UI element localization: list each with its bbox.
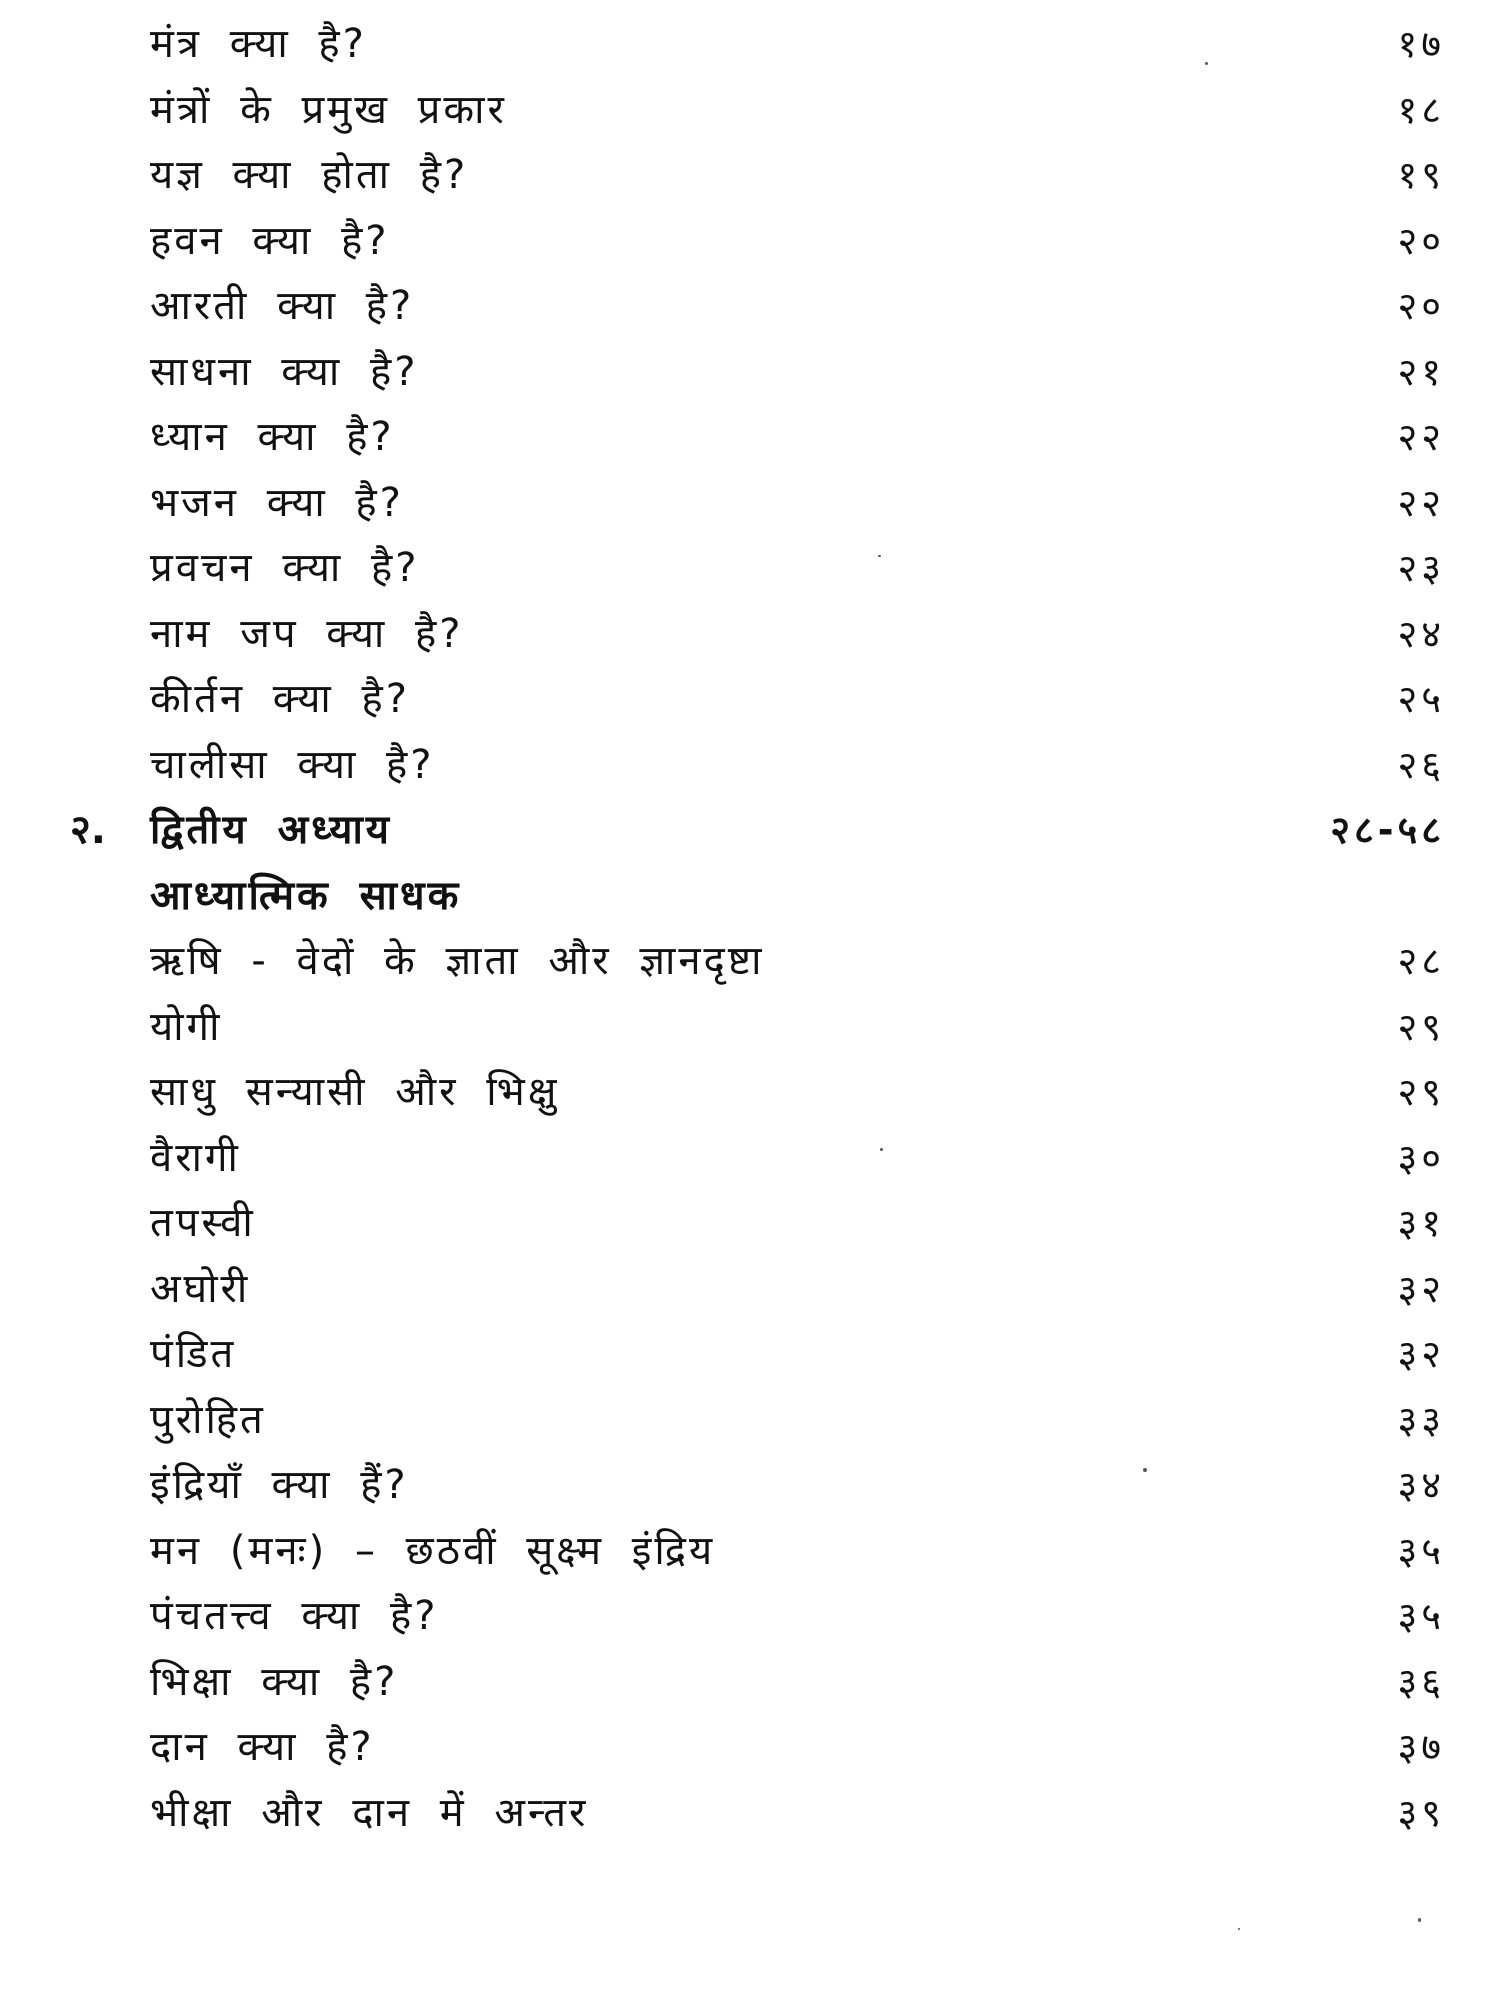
toc-entry-title: भिक्षा क्या है? bbox=[150, 1658, 399, 1705]
toc-entry bbox=[0, 1191, 1500, 1257]
toc-entry bbox=[0, 1060, 1500, 1126]
toc-entry-page: १९ bbox=[1397, 153, 1445, 197]
scan-speck bbox=[880, 1148, 883, 1151]
chapter-page-range: २८-५८ bbox=[1330, 808, 1445, 852]
toc-entry bbox=[0, 209, 1500, 275]
toc-entry-title: इंद्रियाँ क्या हैं? bbox=[150, 1462, 409, 1508]
toc-entry-page: ३७ bbox=[1397, 1725, 1445, 1769]
toc-entry-page: २५ bbox=[1397, 677, 1445, 721]
toc-entry-page: २९ bbox=[1397, 1070, 1445, 1114]
toc-entry-page: ३२ bbox=[1397, 1266, 1445, 1311]
toc-entry-page: ३२ bbox=[1397, 1332, 1445, 1376]
toc-entry bbox=[0, 1650, 1500, 1716]
toc-entry-title: ध्यान क्या है? bbox=[150, 414, 395, 460]
scan-speck bbox=[878, 555, 881, 557]
toc-entry-page: २८ bbox=[1397, 939, 1445, 983]
toc-entry bbox=[0, 1781, 1500, 1847]
chapter-heading bbox=[0, 798, 1500, 864]
toc-entry bbox=[0, 1257, 1500, 1323]
toc-entry bbox=[0, 1126, 1500, 1192]
toc-entry-page: २२ bbox=[1397, 415, 1445, 459]
toc-entry-title: हवन क्या है? bbox=[150, 217, 390, 264]
toc-entry-page: १८ bbox=[1397, 87, 1445, 132]
toc-entry bbox=[0, 667, 1500, 733]
toc-entry bbox=[0, 12, 1500, 78]
toc-entry bbox=[0, 340, 1500, 406]
toc-entry-title: यज्ञ क्या होता है? bbox=[150, 152, 469, 198]
toc-entry-title: अघोरी bbox=[150, 1265, 251, 1312]
toc-entry-page: ३६ bbox=[1397, 1659, 1445, 1704]
toc-entry-title: नाम जप क्या है? bbox=[150, 610, 464, 657]
toc-entry-title: वैरागी bbox=[150, 1134, 241, 1181]
scan-speck bbox=[1418, 1918, 1421, 1922]
toc-entry-title: योगी bbox=[150, 1003, 223, 1050]
toc-entry-page: २२ bbox=[1397, 480, 1445, 525]
toc-entry bbox=[0, 1715, 1500, 1781]
toc-entry-page: ३५ bbox=[1397, 1594, 1445, 1638]
toc-entry bbox=[0, 471, 1500, 537]
toc-entry-page: २९ bbox=[1397, 1004, 1445, 1049]
toc-entry-title: साधु सन्यासी और भिक्षु bbox=[150, 1069, 560, 1115]
toc-entry-title: आरती क्या है? bbox=[150, 283, 415, 329]
toc-entry bbox=[0, 143, 1500, 209]
toc-entry bbox=[0, 602, 1500, 668]
toc-entry bbox=[0, 1322, 1500, 1388]
toc-entry bbox=[0, 405, 1500, 471]
toc-entry bbox=[0, 1453, 1500, 1519]
toc-entry-title: पंडित bbox=[150, 1331, 237, 1377]
toc-entry-page: ३३ bbox=[1397, 1397, 1445, 1442]
toc-entry-title: भजन क्या है? bbox=[150, 479, 404, 526]
toc-entry-page: ३० bbox=[1397, 1135, 1445, 1180]
toc-entry-title: मंत्र क्या है? bbox=[150, 21, 367, 67]
toc-entry-page: २६ bbox=[1397, 742, 1445, 787]
chapter-subtitle: आध्यात्मिक साधक bbox=[150, 872, 462, 919]
scan-speck bbox=[1205, 62, 1208, 65]
toc-entry-title: तपस्वी bbox=[150, 1200, 256, 1246]
toc-entry-title: पंचतत्त्व क्या है? bbox=[150, 1593, 439, 1639]
scan-speck bbox=[1238, 1928, 1240, 1930]
toc-entry-page: २४ bbox=[1397, 611, 1445, 656]
toc-entry-title: कीर्तन क्या है? bbox=[150, 676, 410, 722]
toc-entry-title: मंत्रों के प्रमुख प्रकार bbox=[150, 86, 507, 133]
toc-entry bbox=[0, 274, 1500, 340]
toc-entry-title: पुरोहित bbox=[150, 1396, 266, 1443]
toc-entry bbox=[0, 733, 1500, 799]
toc-entry-page: २१ bbox=[1397, 349, 1445, 394]
chapter-number: २. bbox=[70, 807, 106, 853]
toc-entry bbox=[0, 929, 1500, 995]
chapter-subtitle-row bbox=[0, 864, 1500, 930]
chapter-title: द्वितीय अध्याय bbox=[150, 807, 393, 853]
toc-entry bbox=[0, 1388, 1500, 1454]
toc-entry-page: ३४ bbox=[1397, 1463, 1445, 1507]
toc-entry-title: चालीसा क्या है? bbox=[150, 741, 435, 788]
toc-entry bbox=[0, 1584, 1500, 1650]
toc-entry-title: भीक्षा और दान में अन्तर bbox=[150, 1789, 589, 1836]
toc-entry-page: ३९ bbox=[1397, 1790, 1445, 1835]
toc-entry-page: ३५ bbox=[1397, 1528, 1445, 1573]
table-of-contents bbox=[0, 12, 1500, 1846]
toc-entry-page: ३१ bbox=[1397, 1201, 1445, 1245]
toc-entry-page: २० bbox=[1397, 284, 1445, 328]
toc-entry-title: दान क्या है? bbox=[150, 1724, 375, 1770]
toc-entry bbox=[0, 995, 1500, 1061]
toc-entry bbox=[0, 536, 1500, 602]
toc-entry-title: प्रवचन क्या है? bbox=[150, 545, 420, 591]
toc-entry-page: २३ bbox=[1397, 546, 1445, 590]
scan-speck bbox=[1143, 1468, 1147, 1472]
toc-entry-page: १७ bbox=[1397, 22, 1445, 66]
toc-entry bbox=[0, 78, 1500, 144]
toc-entry-title: मन (मनः) – छठवीं सूक्ष्म इंद्रिय bbox=[150, 1527, 716, 1574]
toc-entry-title: ऋषि - वेदों के ज्ञाता और ज्ञानदृष्टा bbox=[150, 938, 765, 984]
toc-entry bbox=[0, 1519, 1500, 1585]
toc-entry-page: २० bbox=[1397, 218, 1445, 263]
toc-entry-title: साधना क्या है? bbox=[150, 348, 419, 395]
